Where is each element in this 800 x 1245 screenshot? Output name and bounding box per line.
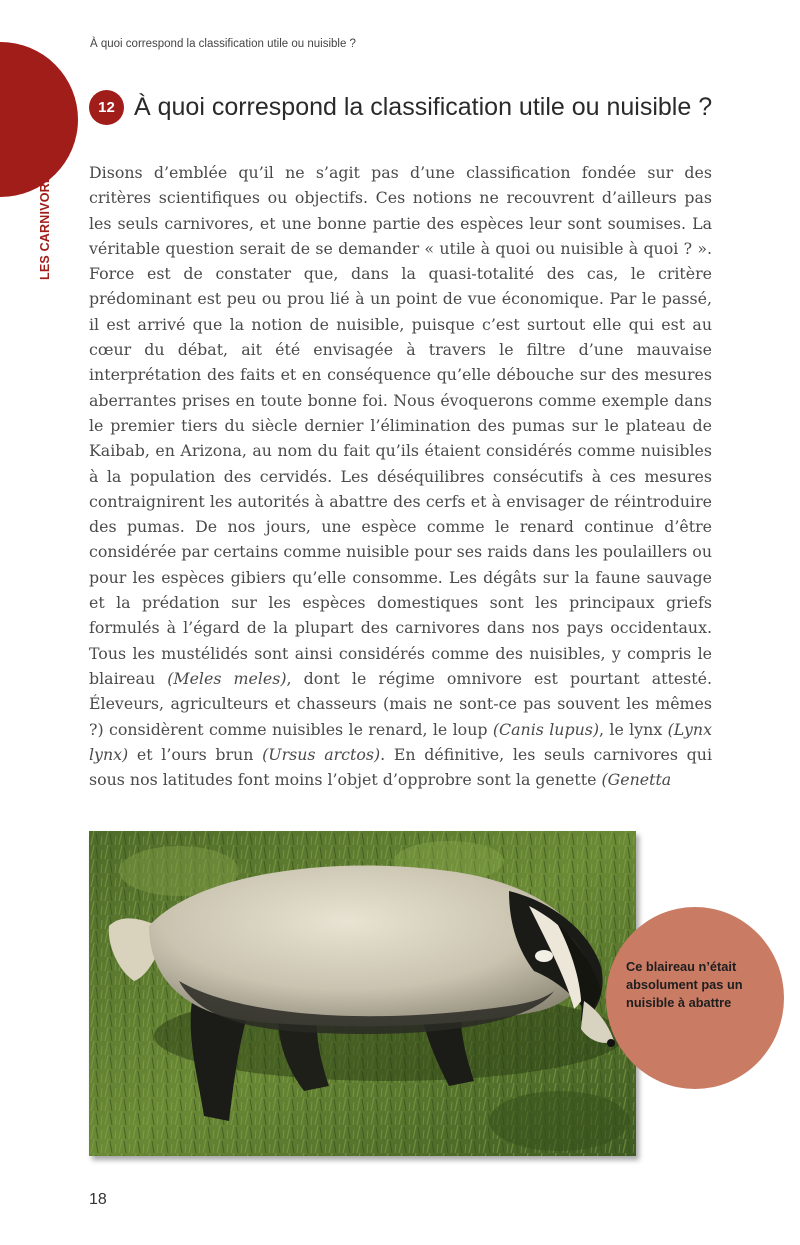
latin-name: (Genetta (601, 770, 672, 790)
photo-caption: Ce blaireau n’était absolument pas un nuisible à abattre (626, 959, 743, 1010)
badger-photo (89, 831, 636, 1156)
body-paragraph (89, 160, 712, 792)
body-text-run: Disons d’emblée qu’il ne s’agit pas d’une classification fondée sur des critères scientifiques ou objectifs. Ces notions ne recouvrent d’ailleurs pas les seuls carnivores, et une bonne partie des espèces leur sont soumises. La véritable question serait de se demander « utile à quoi ou nuisible à quoi ? ». Force est de constater que, dans la quasi-totalité des cas, le critère prédominant est peu ou prou lié à un point de vue économique. Par le passé, il est arrivé que la notion de nuisible, puisque c’est surtout elle qui est au cœur du débat, ait été envisagée à travers le filtre d’une mauvaise interprétation des faits et en conséquence qu’elle débouche sur des mesures aberrantes prises en toute bonne foi. Nous évoquerons comme exemple dans le premier tiers du siècle dernier l’élimination des pumas sur le plateau de Kaibab, en Arizona, au nom du fait qu’ils étaient considérés comme nuisibles à la population des cervidés. Les déséquilibres consécutifs à ces mesures contraignirent les autorités à abattre des cerfs et à envisager de réintroduire des pumas. De nos jours, une espèce comme le renard continue d’être considérée par certains comme nuisible pour ses raids dans les poulaillers ou pour les espèces gibiers qu’elle consomme. Les dégâts sur la faune sauvage et la prédation sur les espèces domestiques sont les principaux griefs formulés à l’égard de la plupart des carnivores dans nos pays occidentaux. Tous les mustélidés sont ainsi considérés comme des nuisibles, y compris le blaireau (89, 163, 712, 688)
running-head: À quoi correspond la classification utile ou nuisible ? (90, 38, 356, 50)
body-text-run: , le lynx (599, 719, 668, 739)
body-text-run: et l’ours brun (128, 744, 263, 764)
latin-name: (Canis lupus) (492, 719, 600, 739)
body-text-run: , dont le régime omnivore est pourtant attesté. Éleveurs, agriculteurs et chasseurs (mais ne sont-ce pas souvent les mêmes ?) considèrent comme nuisibles le renard, le loup (89, 668, 712, 739)
body-text-run: . En définitive, les seuls carnivores qui sous nos latitudes font moins l’objet d’opprobre sont la genette (89, 744, 712, 790)
section-label: LES CARNIVORES ET LA SCIENCE (38, 65, 52, 280)
page-number: 18 (89, 1191, 107, 1208)
latin-name: (Ursus arctos) (262, 744, 381, 764)
question-heading (89, 90, 729, 125)
latin-name: (Meles meles) (167, 668, 287, 688)
page-title: À quoi correspond la classification utile ou nuisible ? (134, 93, 713, 121)
question-number-badge: 12 (89, 90, 124, 125)
latin-name: (Lynx lynx) (89, 719, 713, 764)
